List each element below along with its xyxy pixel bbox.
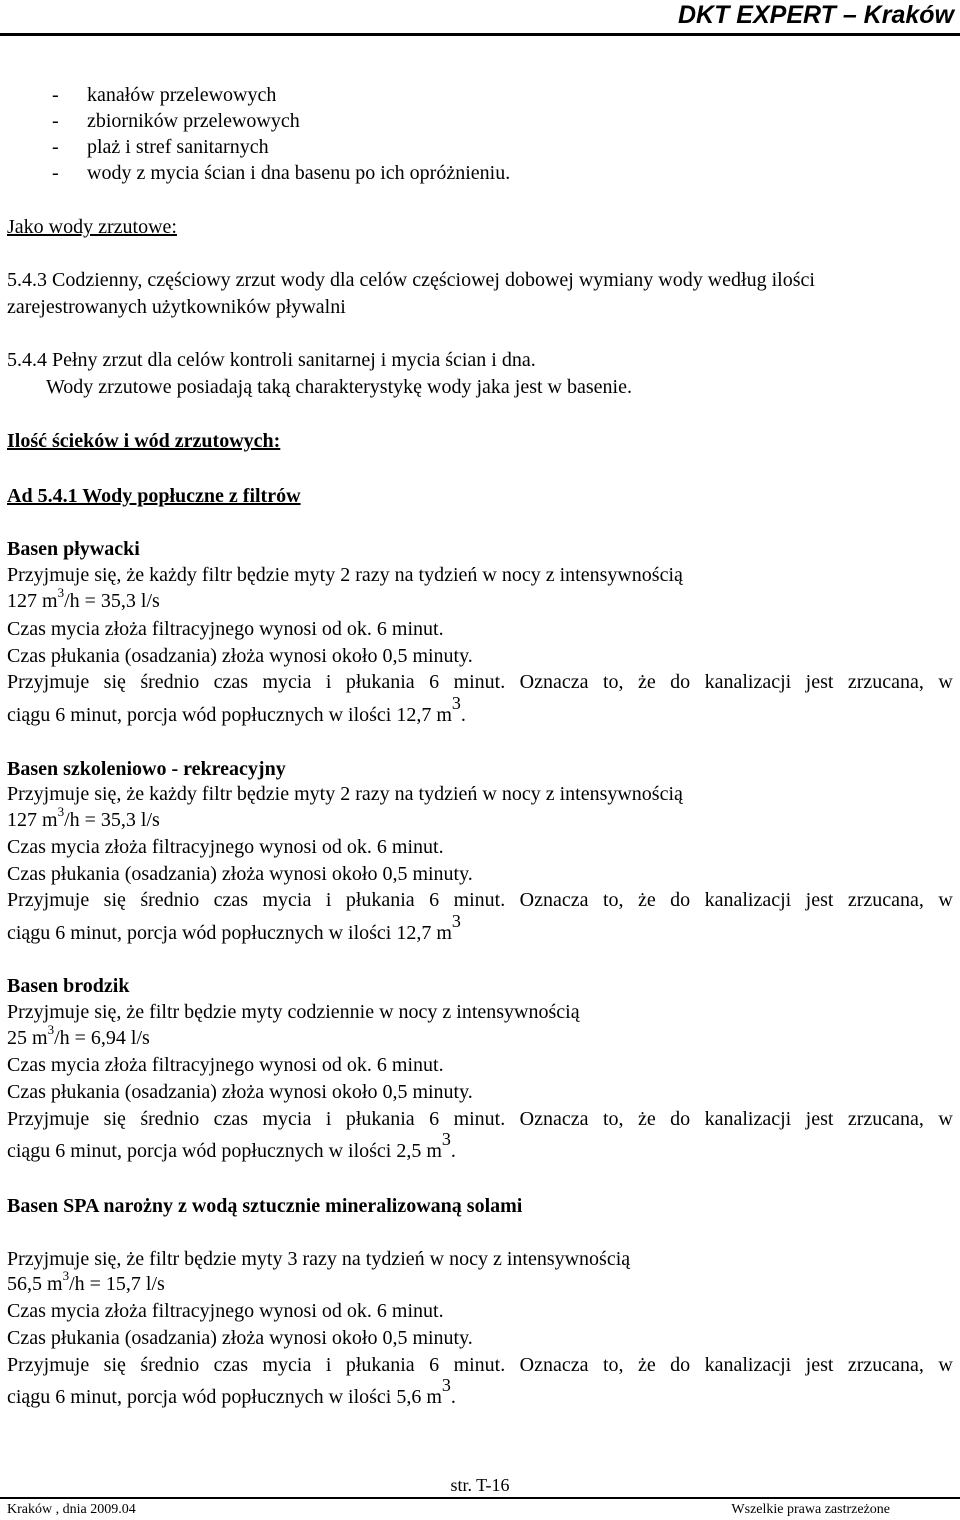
average-word: kanalizacji [704,1108,792,1130]
average-word: w [938,671,953,693]
section-rinse-line: Czas płukania (osadzania) złoża wynosi około 0,5 minuty. [7,1081,473,1103]
paragraph-544-line1: 5.4.4 Pełny zrzut dla celów kontroli sanitarnej i mycia ścian i dna. [7,349,536,371]
flow-value: 127 m [7,809,58,831]
portion-exponent: 3 [441,1375,451,1396]
average-word: minut. [453,889,506,911]
page-header [0,0,960,40]
section-average-line [7,670,953,694]
average-word: Przyjmuje [7,671,90,693]
section-intensity-line: Przyjmuje się, że każdy filtr będzie myty 2 razy na tydzień w nocy z intensywnością [7,564,683,586]
average-word: mycia [262,889,312,911]
average-word: minut. [453,671,506,693]
section-flow-line [7,1268,165,1296]
bullet-dash: - [52,162,59,184]
average-word: i [325,1354,332,1376]
flow-value: 56,5 m [7,1273,63,1295]
section-title: Basen brodzik [7,975,130,997]
section-rinse-line: Czas płukania (osadzania) złoża wynosi około 0,5 minuty. [7,645,473,667]
average-word: minut. [453,1108,506,1130]
paragraph-543-line2: zarejestrowanych użytkowników pływalni [7,296,346,318]
average-word: zrzucana, [847,671,924,693]
portion-end: . [450,1140,456,1162]
average-word: się [103,889,126,911]
average-word: i [325,889,332,911]
ad-heading: Ad 5.4.1 Wody popłuczne z filtrów [7,485,301,507]
average-word: do [670,1354,691,1376]
page-number: str. T-16 [450,1475,510,1495]
average-word: 6 [429,1354,440,1376]
average-word: jest [805,1354,834,1376]
flow-value: 25 m [7,1027,48,1049]
average-word: płukania [345,1108,415,1130]
portion-end: . [460,704,466,726]
section-rinse-line: Czas płukania (osadzania) złoża wynosi około 0,5 minuty. [7,1327,473,1349]
average-word: to, [602,1354,624,1376]
section-portion-line [7,693,466,727]
flow-value: 127 m [7,590,58,612]
section-flow-line [7,804,160,832]
average-word: Przyjmuje [7,1354,90,1376]
average-word: to, [602,1108,624,1130]
flow-exponent: 3 [57,804,65,820]
average-word: to, [602,889,624,911]
section-intensity-line: Przyjmuje się, że filtr będzie myty codziennie w nocy z intensywnością [7,1001,580,1023]
portion-exponent: 3 [451,911,461,932]
flow-rate: /h = 35,3 l/s [64,809,160,831]
paragraph-544-line2: Wody zrzutowe posiadają taką charakterystykę wody jaka jest w basenie. [46,376,632,398]
average-word: do [670,1108,691,1130]
section-portion-line [7,1129,456,1163]
average-word: zrzucana, [847,889,924,911]
footer-rights: Wszelkie prawa zastrzeżone [731,1502,890,1517]
paragraph-543-line1: 5.4.3 Codzienny, częściowy zrzut wody dla celów częściowej dobowej wymiany wody według ilości [7,269,815,291]
average-word: się [103,671,126,693]
average-word: zrzucana, [847,1108,924,1130]
portion-text: ciągu 6 minut, porcja wód popłucznych w ilości 12,7 m [7,704,452,726]
average-word: minut. [453,1354,506,1376]
average-word: Oznacza [519,889,589,911]
section-average-line [7,1107,953,1131]
bullet-dash: - [52,84,59,106]
average-word: że [637,1108,656,1130]
section-wash-line: Czas mycia złoża filtracyjnego wynosi od ok. 6 minut. [7,618,444,640]
average-word: kanalizacji [704,889,792,911]
portion-text: ciągu 6 minut, porcja wód popłucznych w ilości 12,7 m [7,922,452,944]
average-word: jest [805,1108,834,1130]
section-flow-line [7,585,160,613]
average-word: Oznacza [519,1108,589,1130]
average-word: jest [805,889,834,911]
bullet-dash: - [52,136,59,158]
average-word: mycia [262,1108,312,1130]
portion-text: ciągu 6 minut, porcja wód popłucznych w ilości 2,5 m [7,1140,442,1162]
section-flow-line [7,1022,150,1050]
average-word: kanalizacji [704,1354,792,1376]
list-item-text: wody z mycia ścian i dna basenu po ich opróżnieniu. [87,162,511,184]
section-portion-line [7,1375,456,1409]
average-word: średnio [140,1354,200,1376]
section-title: Basen SPA narożny z wodą sztucznie mineralizowaną solami [7,1195,523,1217]
ilosc-heading: Ilość ścieków i wód zrzutowych: [7,430,281,452]
average-word: w [938,1354,953,1376]
section-intensity-line: Przyjmuje się, że filtr będzie myty 3 razy na tydzień w nocy z intensywnością [7,1248,631,1270]
average-word: mycia [262,671,312,693]
average-word: czas [213,671,249,693]
section-wash-line: Czas mycia złoża filtracyjnego wynosi od ok. 6 minut. [7,836,444,858]
section-rinse-line: Czas płukania (osadzania) złoża wynosi około 0,5 minuty. [7,863,473,885]
section-intensity-line: Przyjmuje się, że każdy filtr będzie myty 2 razy na tydzień w nocy z intensywnością [7,783,683,805]
average-word: i [325,1108,332,1130]
average-word: kanalizacji [704,671,792,693]
jako-heading: Jako wody zrzutowe: [7,216,177,238]
average-word: średnio [140,889,200,911]
average-word: że [637,671,656,693]
average-word: że [637,1354,656,1376]
average-word: czas [213,1108,249,1130]
section-title: Basen szkoleniowo - rekreacyjny [7,758,286,780]
section-wash-line: Czas mycia złoża filtracyjnego wynosi od ok. 6 minut. [7,1300,444,1322]
average-word: się [103,1354,126,1376]
section-average-line [7,1353,953,1377]
average-word: średnio [140,1108,200,1130]
flow-rate: /h = 15,7 l/s [69,1273,165,1295]
average-word: 6 [429,671,440,693]
average-word: zrzucana, [847,1354,924,1376]
average-word: płukania [345,889,415,911]
average-word: i [325,671,332,693]
flow-exponent: 3 [47,1022,55,1038]
average-word: w [938,1108,953,1130]
flow-rate: /h = 6,94 l/s [54,1027,150,1049]
average-word: do [670,671,691,693]
section-wash-line: Czas mycia złoża filtracyjnego wynosi od ok. 6 minut. [7,1054,444,1076]
header-title: DKT EXPERT – Kraków [677,1,954,29]
portion-end: . [450,1386,456,1408]
average-word: jest [805,671,834,693]
average-word: do [670,889,691,911]
average-word: mycia [262,1354,312,1376]
portion-exponent: 3 [451,693,461,714]
average-word: się [103,1108,126,1130]
portion-exponent: 3 [441,1129,451,1150]
average-word: płukania [345,671,415,693]
average-word: 6 [429,889,440,911]
section-average-line [7,888,953,912]
average-word: Oznacza [519,671,589,693]
flow-rate: /h = 35,3 l/s [64,590,160,612]
list-item-text: zbiorników przelewowych [87,110,300,132]
average-word: 6 [429,1108,440,1130]
average-word: że [637,889,656,911]
footer-rule [0,1497,960,1499]
average-word: Przyjmuje [7,1108,90,1130]
average-word: Oznacza [519,1354,589,1376]
average-word: to, [602,671,624,693]
section-title: Basen pływacki [7,538,140,560]
footer-date: Kraków , dnia 2009.04 [7,1502,136,1517]
list-item-text: plaż i stref sanitarnych [87,136,269,158]
flow-exponent: 3 [62,1268,70,1284]
list-item-text: kanałów przelewowych [87,84,277,106]
average-word: płukania [345,1354,415,1376]
bullet-dash: - [52,110,59,132]
section-portion-line [7,911,461,945]
average-word: średnio [140,671,200,693]
average-word: w [938,889,953,911]
flow-exponent: 3 [57,585,65,601]
header-rule [0,33,960,36]
average-word: czas [213,1354,249,1376]
portion-text: ciągu 6 minut, porcja wód popłucznych w ilości 5,6 m [7,1386,442,1408]
average-word: czas [213,889,249,911]
average-word: Przyjmuje [7,889,90,911]
